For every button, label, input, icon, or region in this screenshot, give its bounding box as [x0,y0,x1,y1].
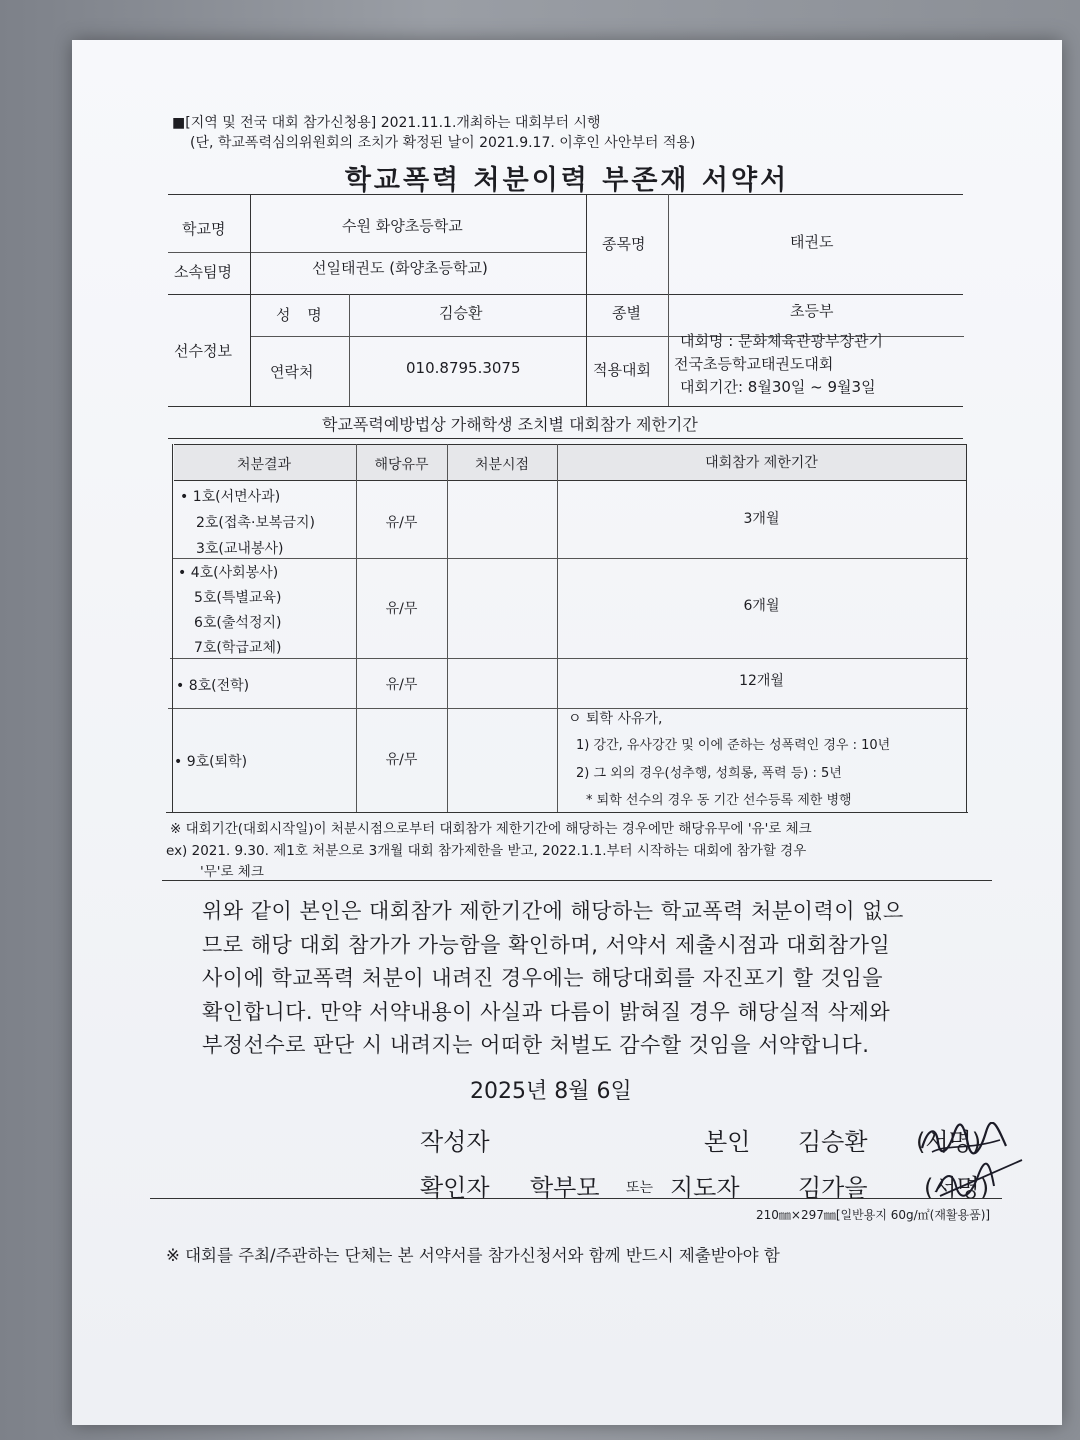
school-label: 학교명 [182,220,226,238]
sport-label: 종목명 [602,235,646,253]
player-info-label: 선수정보 [174,342,232,360]
column-header-result: 처분결과 [236,457,292,473]
pledge-date: 2025년 8월 6일 [470,1079,632,1104]
contact-value: 010.8795.3075 [406,359,521,377]
measure-item: 7호(학급교체) [194,640,282,656]
player-name-value: 김승환 [439,304,483,322]
division-value: 초등부 [790,302,834,320]
school-value: 수원 화양초등학교 [342,217,463,235]
measure-item: 3호(교내봉사) [196,541,284,557]
note-line-1: ※ 대회기간(대회시작일)이 처분시점으로부터 대회참가 제한기간에 해당하는 경우에만 해당유무에 '유'로 체크 [170,821,812,837]
writer-label: 작성자 [420,1128,490,1156]
footer-note: ※ 대회를 주최/주관하는 단체는 본 서약서를 참가신청서와 함께 반드시 제출받아야 함 [166,1246,780,1265]
applicable-checkbox[interactable]: 유/무 [385,515,418,531]
coach-signature-field[interactable]: (서명) [924,1174,990,1202]
measure-item: • 9호(퇴학) [174,754,248,770]
self-label: 본인 [704,1128,751,1156]
restriction-period: 6개월 [743,598,780,614]
expulsion-reason-line: * 퇴학 선수의 경우 동 기간 선수등록 제한 병행 [586,793,852,808]
applicable-checkbox[interactable]: 유/무 [385,677,418,693]
restriction-period: 3개월 [743,511,780,527]
pledge-line: 확인합니다. 만약 서약내용이 사실과 다름이 밝혀질 경우 해당실적 삭제와 [202,999,891,1024]
or-label: 또는 [626,1180,654,1196]
event-name-line1: 대회명 : 문화체육관광부장관기 [680,332,883,350]
pledge-line: 사이에 학교폭력 처분이 내려진 경우에는 해당대회를 자진포기 할 것임을 [202,966,883,990]
self-name: 김승환 [798,1128,868,1156]
team-value: 선일태권도 (화양초등학교) [312,259,488,277]
column-header-applicable: 해당유무 [374,457,429,473]
restriction-heading: 학교폭력예방법상 가해학생 조치별 대회참가 제한기간 [322,415,698,434]
restriction-period: 12개월 [739,673,784,689]
notice-line-1: ■[지역 및 전국 대회 참가신청용] 2021.11.1.개최하는 대회부터 시행 [172,115,601,131]
notice-line-2: (단, 학교폭력심의위원회의 조치가 확정된 날이 2021.9.17. 이후인 사안부터 적용) [190,135,696,151]
self-signature-field[interactable]: (서명) [916,1128,982,1156]
name-label: 성 명 [276,306,328,324]
expulsion-reason-line: 1) 강간, 유사강간 및 이에 준하는 성폭력인 경우 : 10년 [576,738,891,753]
division-label: 종별 [612,304,641,322]
column-header-time: 처분시점 [474,457,530,473]
note-line-3: '무'로 체크 [200,864,264,880]
pledge-document [72,40,1062,1425]
expulsion-reason-line: ㅇ 퇴학 사유가, [568,711,663,727]
pledge-line: 부정선수로 판단 시 내려지는 어떠한 처벌도 감수할 것임을 서약합니다. [202,1033,870,1057]
pledge-body [202,895,982,1063]
coach-label: 지도자 [670,1174,740,1202]
applicable-checkbox[interactable]: 유/무 [385,752,418,768]
paper-spec: 210㎜×297㎜[일반용지 60g/㎡(재활용품)] [756,1208,991,1222]
pledge-line: 므로 해당 대회 참가가 가능함을 확인하며, 서약서 제출시점과 대회참가일 [202,932,891,957]
measure-item: • 4호(사회봉사) [178,565,279,581]
sport-value: 태권도 [790,233,834,251]
self-handwritten-signature [918,1122,1010,1158]
measure-item: 6호(출석정지) [194,615,282,631]
contact-label: 연락처 [270,363,314,381]
team-label: 소속팀명 [174,263,232,281]
measure-item: 5호(특별교육) [194,590,282,606]
coach-handwritten-signature [930,1156,1026,1204]
measure-item: • 8호(전학) [176,678,250,694]
confirmer-label: 확인자 [420,1174,490,1202]
column-header-period: 대회참가 제한기간 [705,455,818,471]
measure-item: 2호(접촉·보복금지) [196,515,315,531]
event-name-line2: 전국초등학교태권도대회 [674,355,834,373]
parent-label: 학부모 [530,1174,600,1202]
coach-name: 김가을 [798,1174,868,1202]
expulsion-reason-line: 2) 그 외의 경우(성추행, 성희롱, 폭력 등) : 5년 [576,766,842,781]
pledge-line: 위와 같이 본인은 대회참가 제한기간에 해당하는 학교폭력 처분이력이 없으 [202,899,904,923]
applicable-checkbox[interactable]: 유/무 [385,601,418,617]
measure-item: • 1호(서면사과) [180,489,281,505]
document-title: 학교폭력 처분이력 부존재 서약서 [344,165,790,196]
event-label: 적용대회 [593,361,651,379]
note-line-2: ex) 2021. 9.30. 제1호 처분으로 3개월 대회 참가제한을 받고, 2022.1.1.부터 시작하는 대회에 참가할 경우 [166,843,807,859]
event-period: 대회기간: 8월30일 ~ 9월3일 [680,378,876,396]
